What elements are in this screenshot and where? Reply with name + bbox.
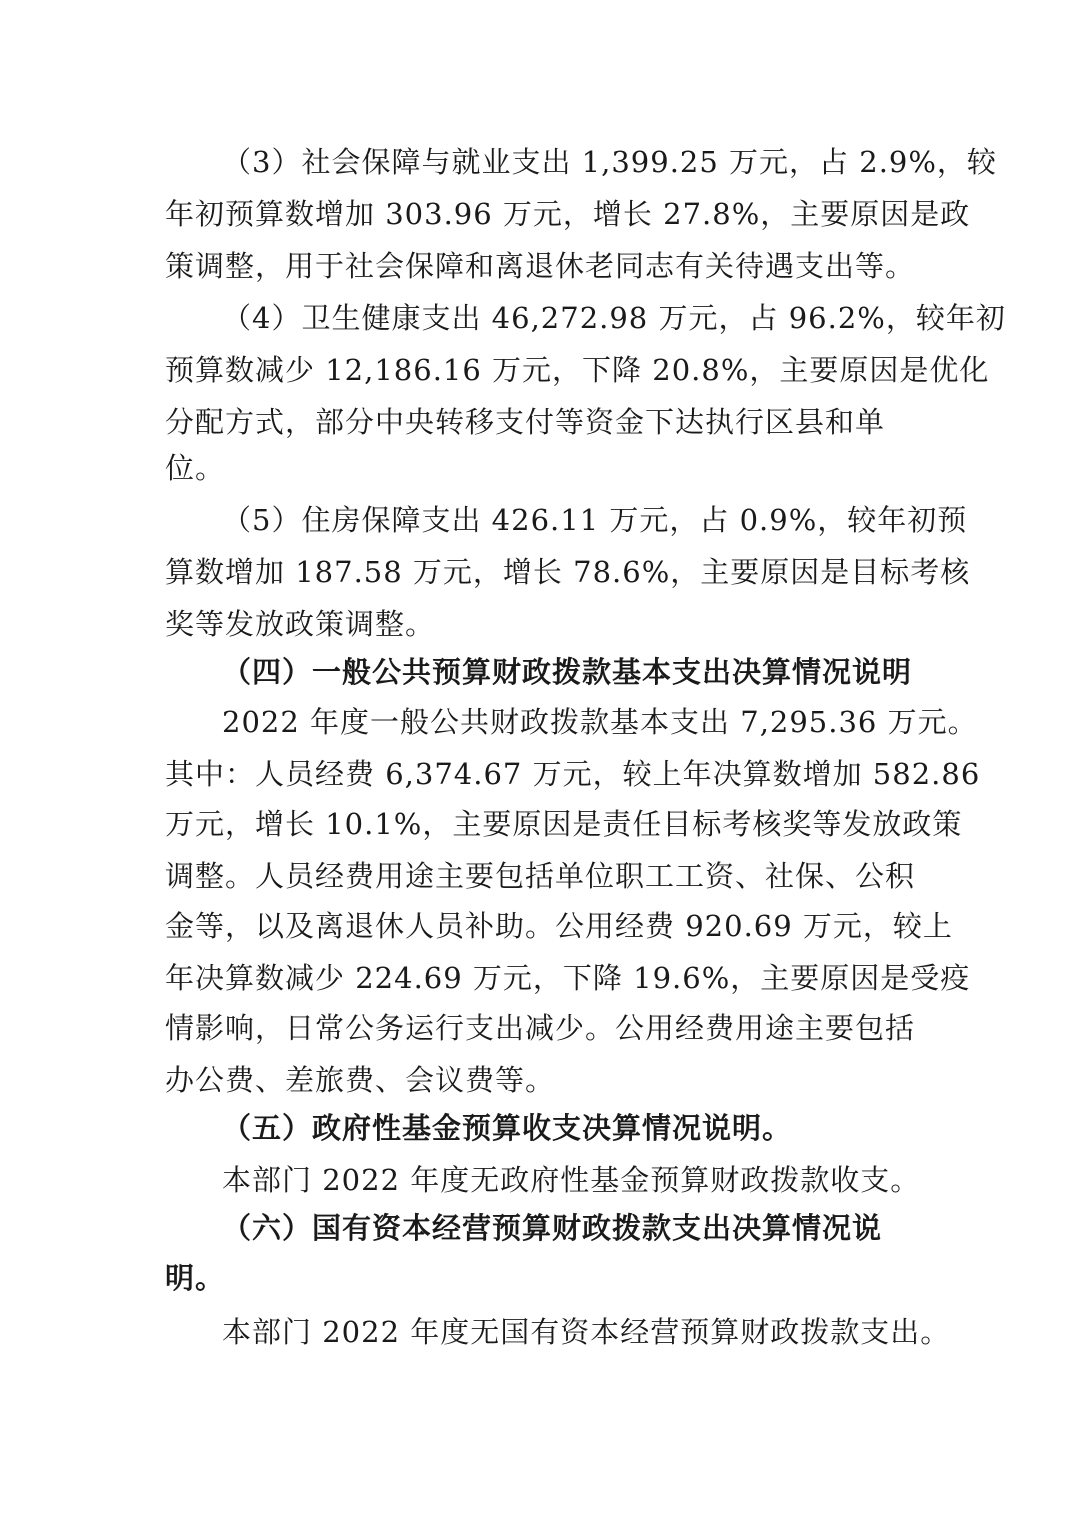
text-line: 位。 xyxy=(165,451,226,485)
text-line: 预算数减少 12,186.16 万元，下降 20.8%，主要原因是优化 xyxy=(165,353,990,387)
section-heading-5: （五）政府性基金预算收支决算情况说明。 xyxy=(222,1111,793,1145)
text-line: （5）住房保障支出 426.11 万元，占 0.9%，较年初预 xyxy=(222,503,968,537)
section-heading-4: （四）一般公共预算财政拨款基本支出决算情况说明 xyxy=(222,655,913,689)
text-line: 办公费、差旅费、会议费等。 xyxy=(165,1063,556,1097)
text-line: 分配方式，部分中央转移支付等资金下达执行区县和单 xyxy=(165,405,886,439)
text-line: 年决算数减少 224.69 万元，下降 19.6%，主要原因是受疫 xyxy=(165,961,971,995)
section-heading-6-continued: 明。 xyxy=(165,1261,226,1295)
text-line: 金等，以及离退休人员补助。公用经费 920.69 万元，较上 xyxy=(165,909,953,943)
text-line: 2022 年度一般公共财政拨款基本支出 7,295.36 万元。 xyxy=(222,705,978,739)
text-line: （3）社会保障与就业支出 1,399.25 万元，占 2.9%，较 xyxy=(222,145,997,179)
text-line: 情影响，日常公务运行支出减少。公用经费用途主要包括 xyxy=(165,1011,916,1045)
section-heading-6: （六）国有资本经营预算财政拨款支出决算情况说 xyxy=(222,1211,883,1245)
text-line: 调整。人员经费用途主要包括单位职工工资、社保、公积 xyxy=(165,859,916,893)
text-line: 策调整，用于社会保障和离退休老同志有关待遇支出等。 xyxy=(165,249,916,283)
text-line: 本部门 2022 年度无政府性基金预算财政拨款收支。 xyxy=(222,1163,921,1197)
text-line: 年初预算数增加 303.96 万元，增长 27.8%，主要原因是政 xyxy=(165,197,971,231)
text-line: 算数增加 187.58 万元，增长 78.6%，主要原因是目标考核 xyxy=(165,555,971,589)
text-line: 本部门 2022 年度无国有资本经营预算财政拨款支出。 xyxy=(222,1315,951,1349)
text-line: 奖等发放政策调整。 xyxy=(165,607,436,641)
text-line: 万元，增长 10.1%，主要原因是责任目标考核奖等发放政策 xyxy=(165,807,963,841)
text-line: （4）卫生健康支出 46,272.98 万元，占 96.2%，较年初 xyxy=(222,301,1006,335)
text-line: 其中：人员经费 6,374.67 万元，较上年决算数增加 582.86 xyxy=(165,757,981,791)
